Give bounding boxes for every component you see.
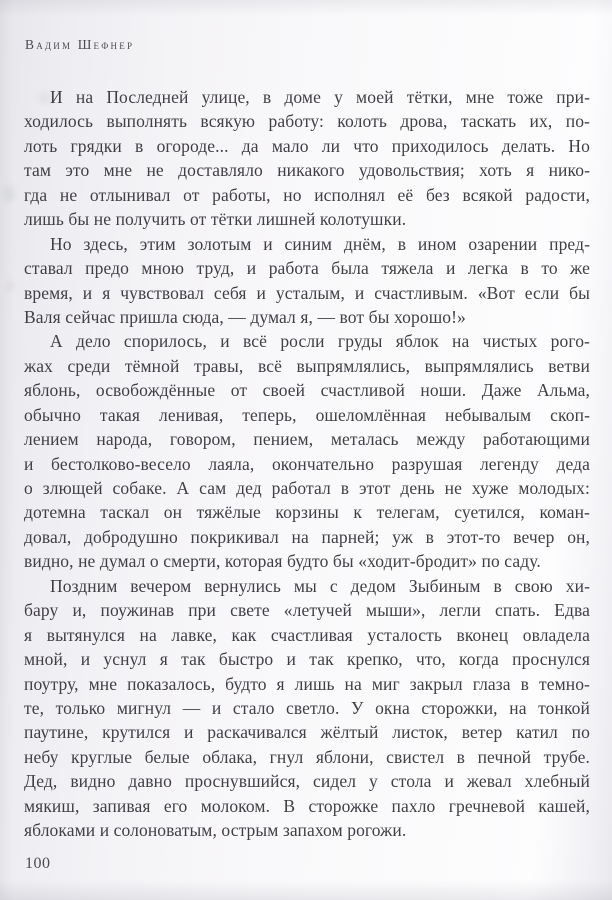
scan-smudge xyxy=(4,186,14,202)
text-line: мной, и уснул я так быстро и так крепко, что, когда проснулся xyxy=(24,649,590,670)
text-line: я вытянулся на лавке, как счастливая усталость вконец овладела xyxy=(24,624,590,645)
text-line: гда не отлынивал от работы, но исполнял её без всякой радости, xyxy=(24,184,590,205)
text-line: те, только мигнул — и стало светло. У окна сторожки, на тонкой xyxy=(24,697,590,718)
text-line: поутру, мне показалось, будто я лишь на миг закрыл глаза в темно- xyxy=(24,673,590,694)
text-line: мякиш, запивая его молоком. В сторожке пахло гречневой кашей, xyxy=(24,795,590,816)
text-line: ставал предо мною труд, и работа была тяжела и легка в то же xyxy=(24,258,590,279)
text-line: А дело спорилось, и всё росли груды яблок на чистых рого- xyxy=(50,331,590,352)
text-line: паутине, крутился и раскачивался жёлтый листок, ветер катил по xyxy=(24,722,590,743)
paragraph xyxy=(24,574,590,843)
page-number: 100 xyxy=(25,855,51,872)
text-line: довал, добродушно покрикивал на парней; уж в этот-то вечер он, xyxy=(24,526,590,547)
paragraph xyxy=(24,232,590,330)
text-line: яблоками и солоноватым, острым запахом рогожи. xyxy=(24,820,407,841)
page-left-shadow xyxy=(0,0,14,900)
text-line: Валя сейчас пришла сюда, — думал я, — вот бы хорошо!» xyxy=(24,306,466,327)
text-line: обычно такая ленивая, теперь, ошеломлённая небывалым скоп- xyxy=(24,404,590,425)
text-line: И на Последней улице, в доме у моей тётки, мне тоже при- xyxy=(50,87,590,107)
text-line: дотемна таскал он тяжёлые корзины к телегам, суетился, коман- xyxy=(24,502,590,523)
text-line: небу круглые белые облака, гнул яблони, свистел в печной трубе. xyxy=(24,746,590,767)
page-bottom-shadow xyxy=(0,880,612,900)
text-line: Но здесь, этим золотым и синим днём, в ином озарении пред- xyxy=(50,233,590,254)
text-line: Дед, видно давно проснувшийся, сидел у стола и жевал хлебный xyxy=(24,771,590,792)
text-line: лением народа, говором, пением, металась между работающими xyxy=(24,429,590,450)
scan-smudge xyxy=(6,280,14,292)
text-line: бару и, поужинав при свете «летучей мыши», легли спать. Едва xyxy=(24,600,590,621)
paragraph xyxy=(24,85,590,232)
text-line: лоть грядки в огороде... да мало ли что приходилось делать. Но xyxy=(24,135,590,156)
text-line: о злющей собаке. А сам дед работал в этот день не хуже молодых: xyxy=(24,478,590,498)
text-line: время, и я чувствовал себя и усталым, и счастливым. «Вот если бы xyxy=(24,282,590,303)
text-line: яблонь, освобождённые от своей счастливой ноши. Даже Альма, xyxy=(24,380,590,401)
text-line: видно, не думал о смерти, которая будто бы «ходит-бродит» по саду. xyxy=(24,551,541,572)
text-line: лишь бы не получить от тётки лишней колотушки. xyxy=(24,209,407,230)
text-line: и бестолково-весело лаяла, окончательно разрушая легенду деда xyxy=(24,453,590,474)
text-block xyxy=(24,85,590,843)
text-line: Поздним вечером вернулись мы с дедом Зыбиным в свою хи- xyxy=(50,575,590,596)
text-line: там это мне не доставляло никакого удовольствия; хоть я нико- xyxy=(24,160,590,181)
text-line: ходилось выполнять всякую работу: колоть дрова, таскать их, по- xyxy=(24,111,590,132)
text-line: жах среди тёмной травы, всё выпрямлялись, выпрямлялись ветви xyxy=(24,355,590,376)
paragraph xyxy=(24,329,590,573)
page-top-shadow xyxy=(0,0,612,16)
running-header-author: Вадим Шефнер xyxy=(25,37,135,52)
